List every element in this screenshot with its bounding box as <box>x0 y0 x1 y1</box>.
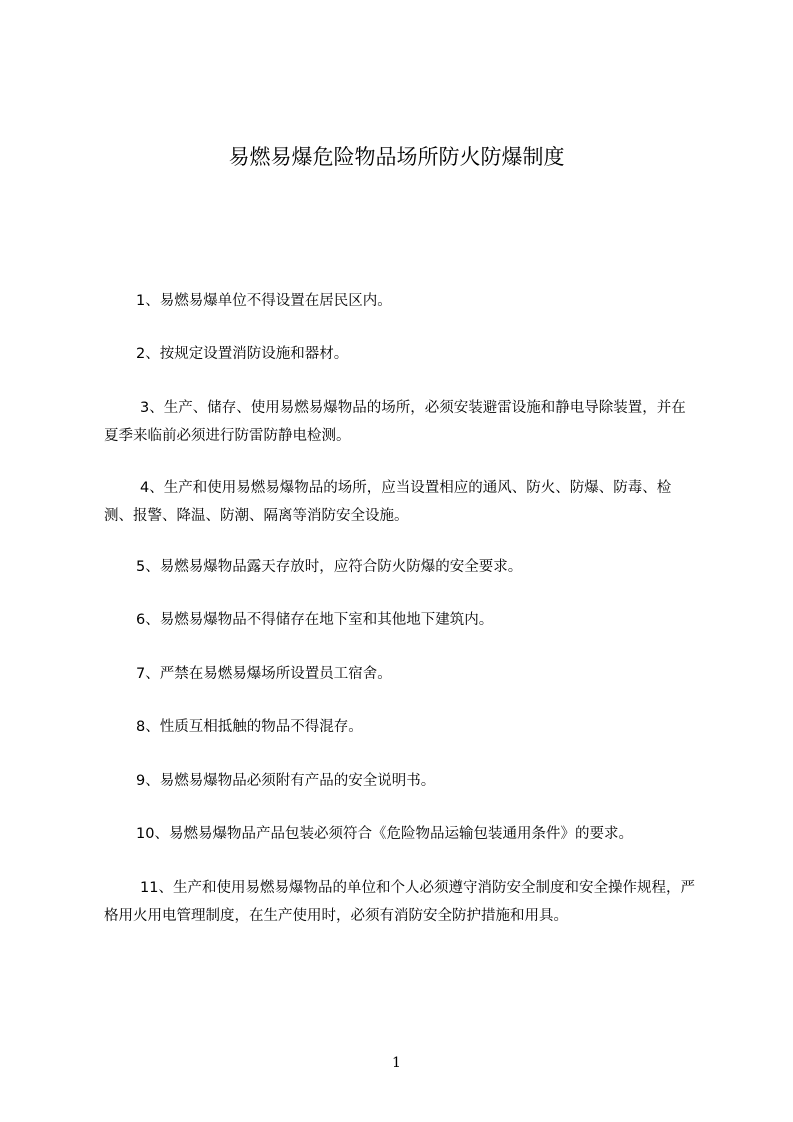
paragraph-11: 11、生产和使用易燃易爆物品的单位和个人必须遵守消防安全制度和安全操作规程，严格用火用电管理制度，在生产使用时，必须有消防安全防护措施和用具。 <box>104 880 695 924</box>
paragraph-8: 8、性质互相抵触的物品不得混存。 <box>136 719 363 735</box>
paragraph-3: 3、生产、储存、使用易燃易爆物品的场所，必须安装避雷设施和静电导除装置，并在夏季来临前必须进行防雷防静电检测。 <box>104 400 686 444</box>
paragraph-2: 2、按规定设置消防设施和器材。 <box>136 346 349 362</box>
page-number: 1 <box>392 1055 401 1071</box>
paragraph-7: 7、严禁在易燃易爆场所设置员工宿舍。 <box>136 666 392 682</box>
paragraph-6: 6、易燃易爆物品不得储存在地下室和其他地下建筑内。 <box>136 612 494 628</box>
paragraph-9: 9、易燃易爆物品必须附有产品的安全说明书。 <box>136 773 436 789</box>
paragraph-10: 10、易燃易爆物品产品包装必须符合《危险物品运输包装通用条件》的要求。 <box>136 826 633 842</box>
paragraph-4: 4、生产和使用易燃易爆物品的场所，应当设置相应的通风、防火、防爆、防毒、检测、报警、降温、防潮、隔离等消防安全设施。 <box>104 480 672 524</box>
paragraph-1: 1、易燃易爆单位不得设置在居民区内。 <box>136 293 392 309</box>
document-title: 易燃易爆危险物品场所防火防爆制度 <box>228 145 565 169</box>
paragraph-5: 5、易燃易爆物品露天存放时，应符合防火防爆的安全要求。 <box>136 559 523 575</box>
